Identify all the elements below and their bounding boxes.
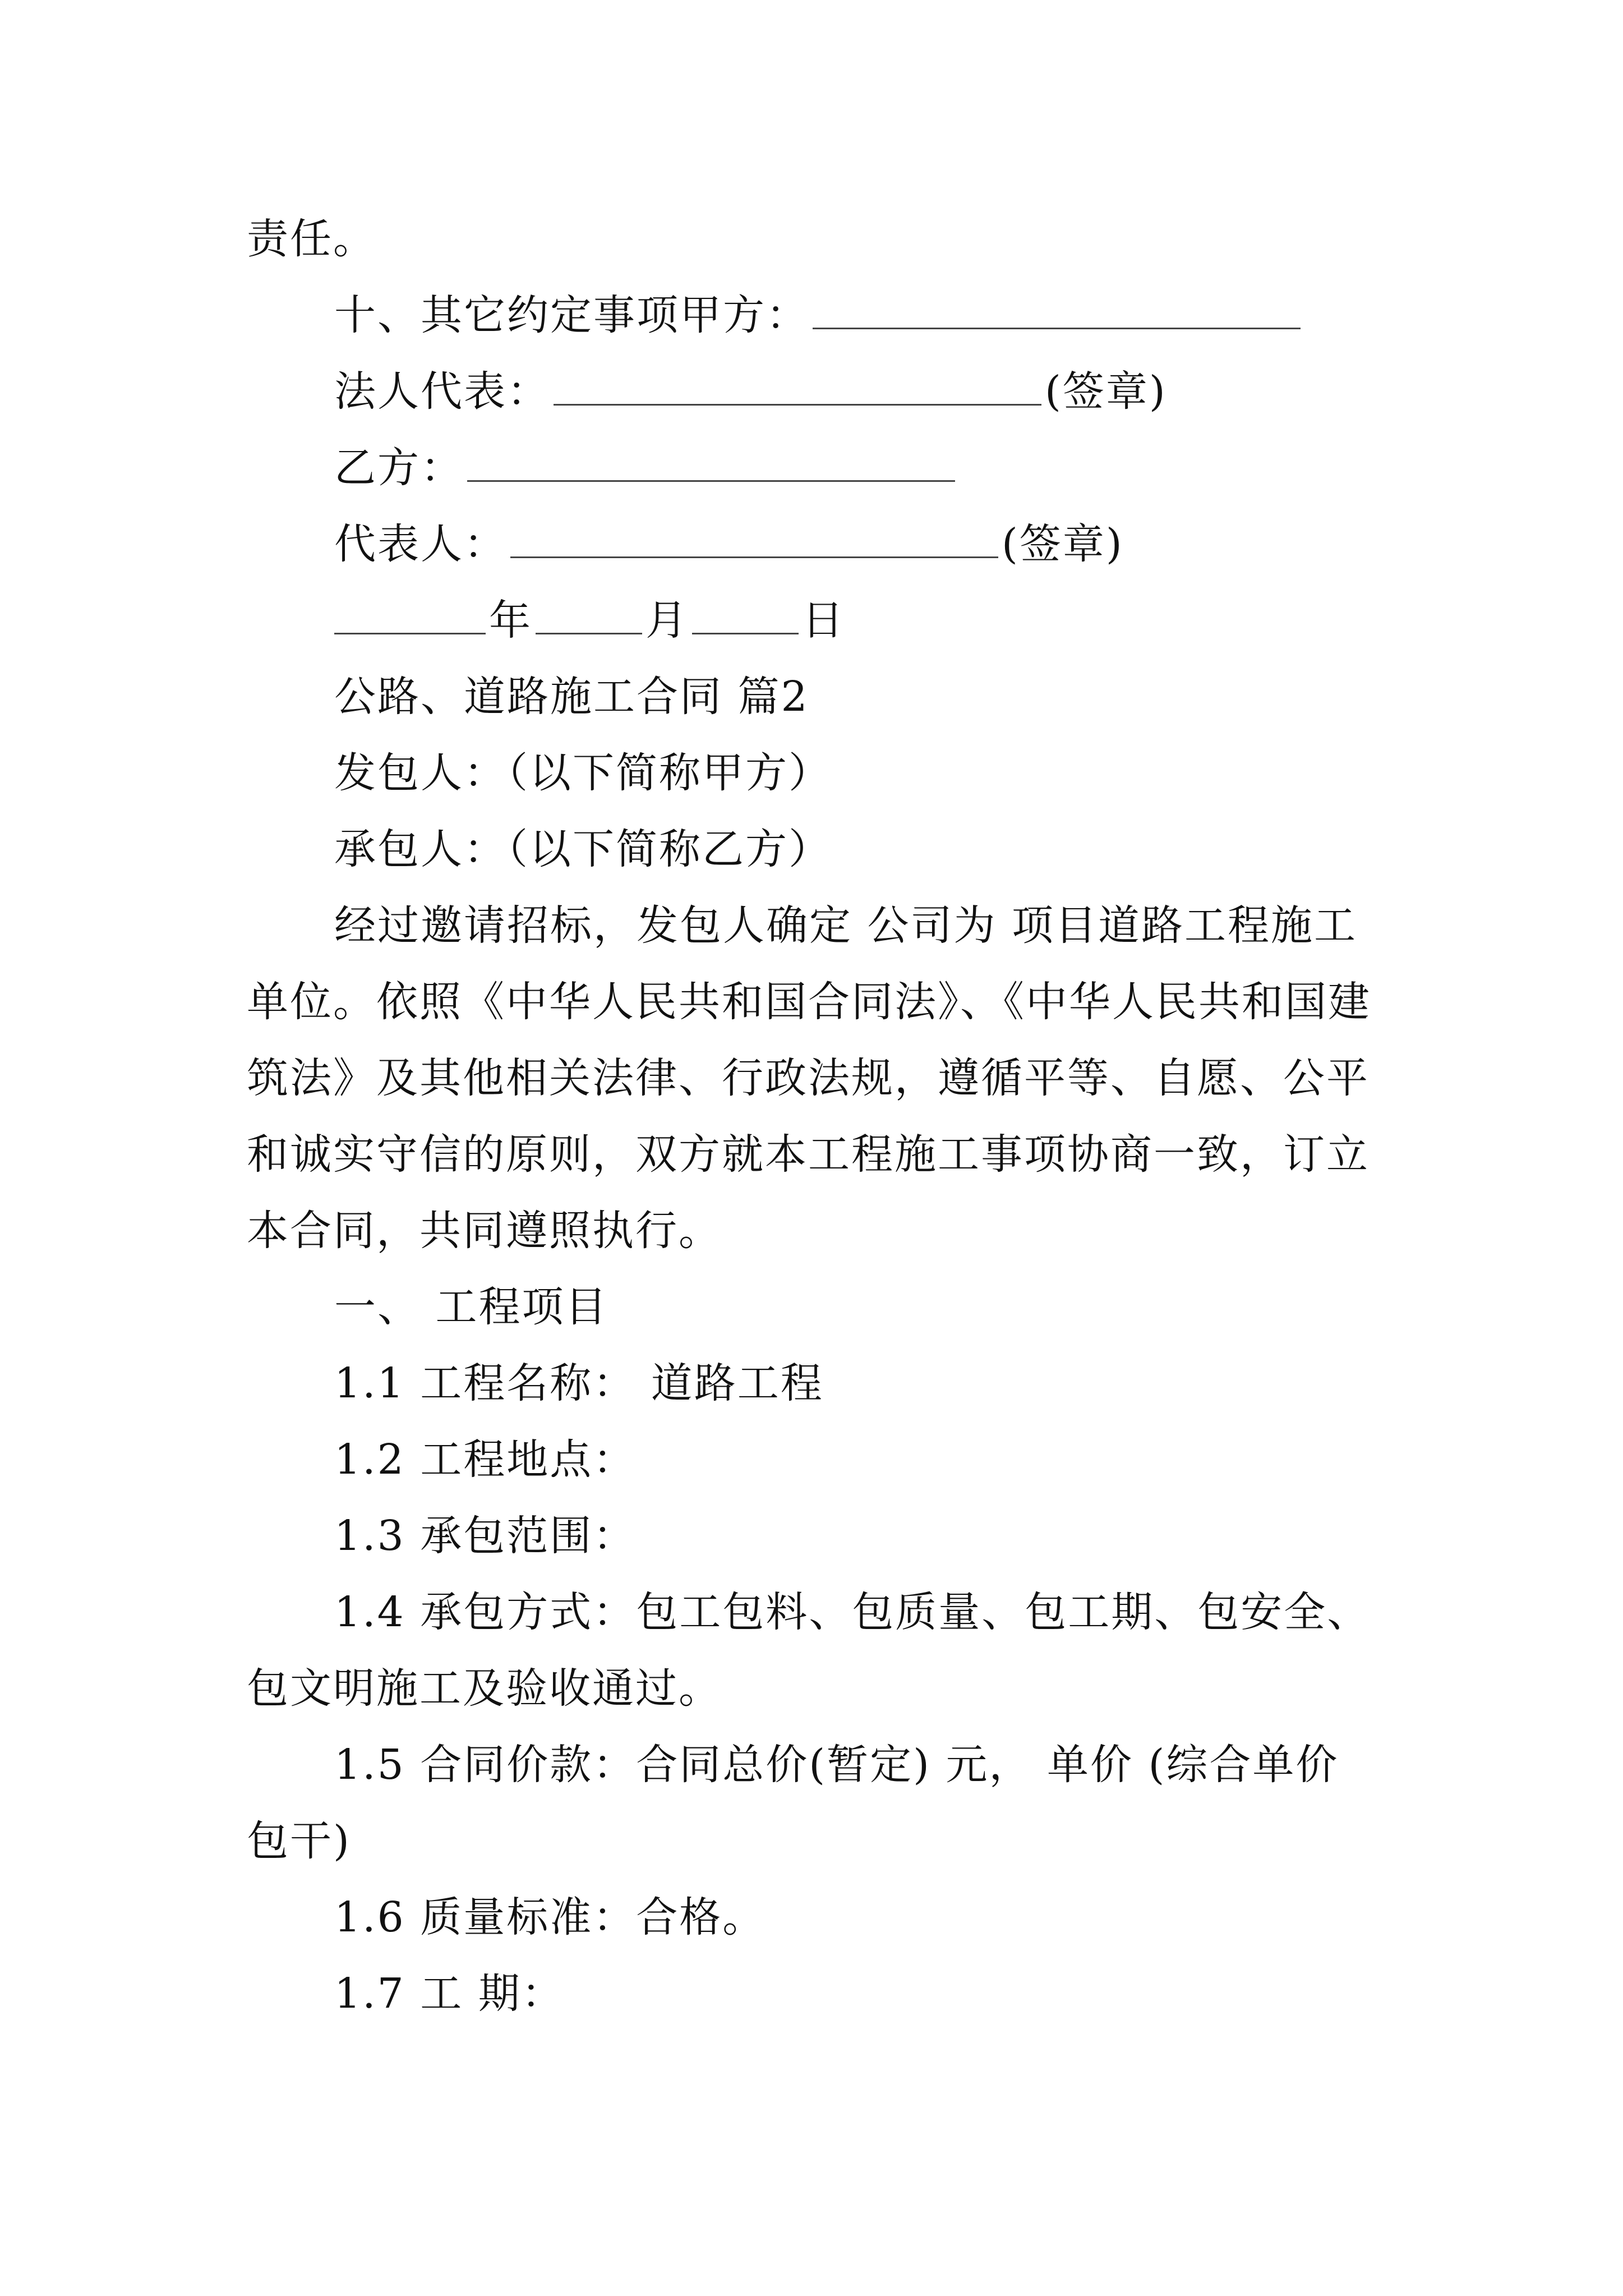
text-line: 包干): [247, 1817, 351, 1865]
party-b-line: [334, 440, 958, 496]
text-line: 1.2 工程地点：: [334, 1435, 637, 1484]
year-blank[interactable]: [334, 598, 486, 634]
section-heading: 一、 工程项目: [334, 1283, 608, 1331]
representative-label: 代表人：: [334, 520, 507, 568]
representative-line: [334, 516, 1124, 572]
text-line: 1.1 工程名称： 道路工程: [334, 1359, 824, 1407]
year-label: 年: [489, 596, 532, 645]
text-line: 1.7 工 期：: [334, 1970, 565, 2018]
text-line: 经过邀请招标，发包人确定 公司为 项目道路工程施工: [334, 901, 1358, 950]
date-line: [334, 592, 845, 648]
representative-blank[interactable]: [510, 522, 998, 558]
text-line: 本合同，共同遵照执行。: [247, 1207, 722, 1255]
legal-rep-blank[interactable]: [554, 369, 1041, 406]
day-blank[interactable]: [692, 598, 799, 634]
legal-rep-label: 法人代表：: [334, 367, 550, 416]
text-line: 承包人：（以下简称乙方）: [334, 825, 832, 873]
party-b-blank[interactable]: [467, 445, 955, 482]
text-line: 筑法》及其他相关法律、行政法规，遵循平等、自愿、公平: [247, 1054, 1370, 1102]
text-line: 1.4 承包方式：包工包料、包质量、包工期、包安全、: [334, 1588, 1371, 1636]
month-label: 月: [645, 596, 689, 645]
legal-rep-line: [334, 364, 1167, 420]
month-blank[interactable]: [536, 598, 642, 634]
other-terms-label: 十、其它约定事项甲方：: [334, 291, 809, 339]
text-line: 包文明施工及验收通过。: [247, 1664, 722, 1713]
seal-label: (签章): [1045, 367, 1167, 416]
text-line: 1.6 质量标准：合格。: [334, 1893, 766, 1941]
text-line: 和诚实守信的原则，双方就本工程施工事项协商一致，订立: [247, 1130, 1370, 1179]
day-label: 日: [802, 596, 845, 645]
text-line: 责任。: [247, 215, 376, 263]
party-b-label: 乙方：: [334, 444, 464, 492]
other-terms-party-a-line: [334, 287, 1304, 343]
text-line: 1.5 合同价款：合同总价(暂定) 元， 单价 (综合单价: [334, 1741, 1339, 1789]
text-line: 发包人：（以下简称甲方）: [334, 749, 832, 797]
text-line: 单位。依照《中华人民共和国合同法》、《中华人民共和国建: [247, 978, 1371, 1026]
party-a-blank[interactable]: [813, 293, 1301, 329]
seal-label: (签章): [1002, 520, 1124, 568]
text-line: 1.3 承包范围：: [334, 1512, 637, 1560]
section-title: 公路、道路施工合同 篇2: [334, 673, 809, 721]
